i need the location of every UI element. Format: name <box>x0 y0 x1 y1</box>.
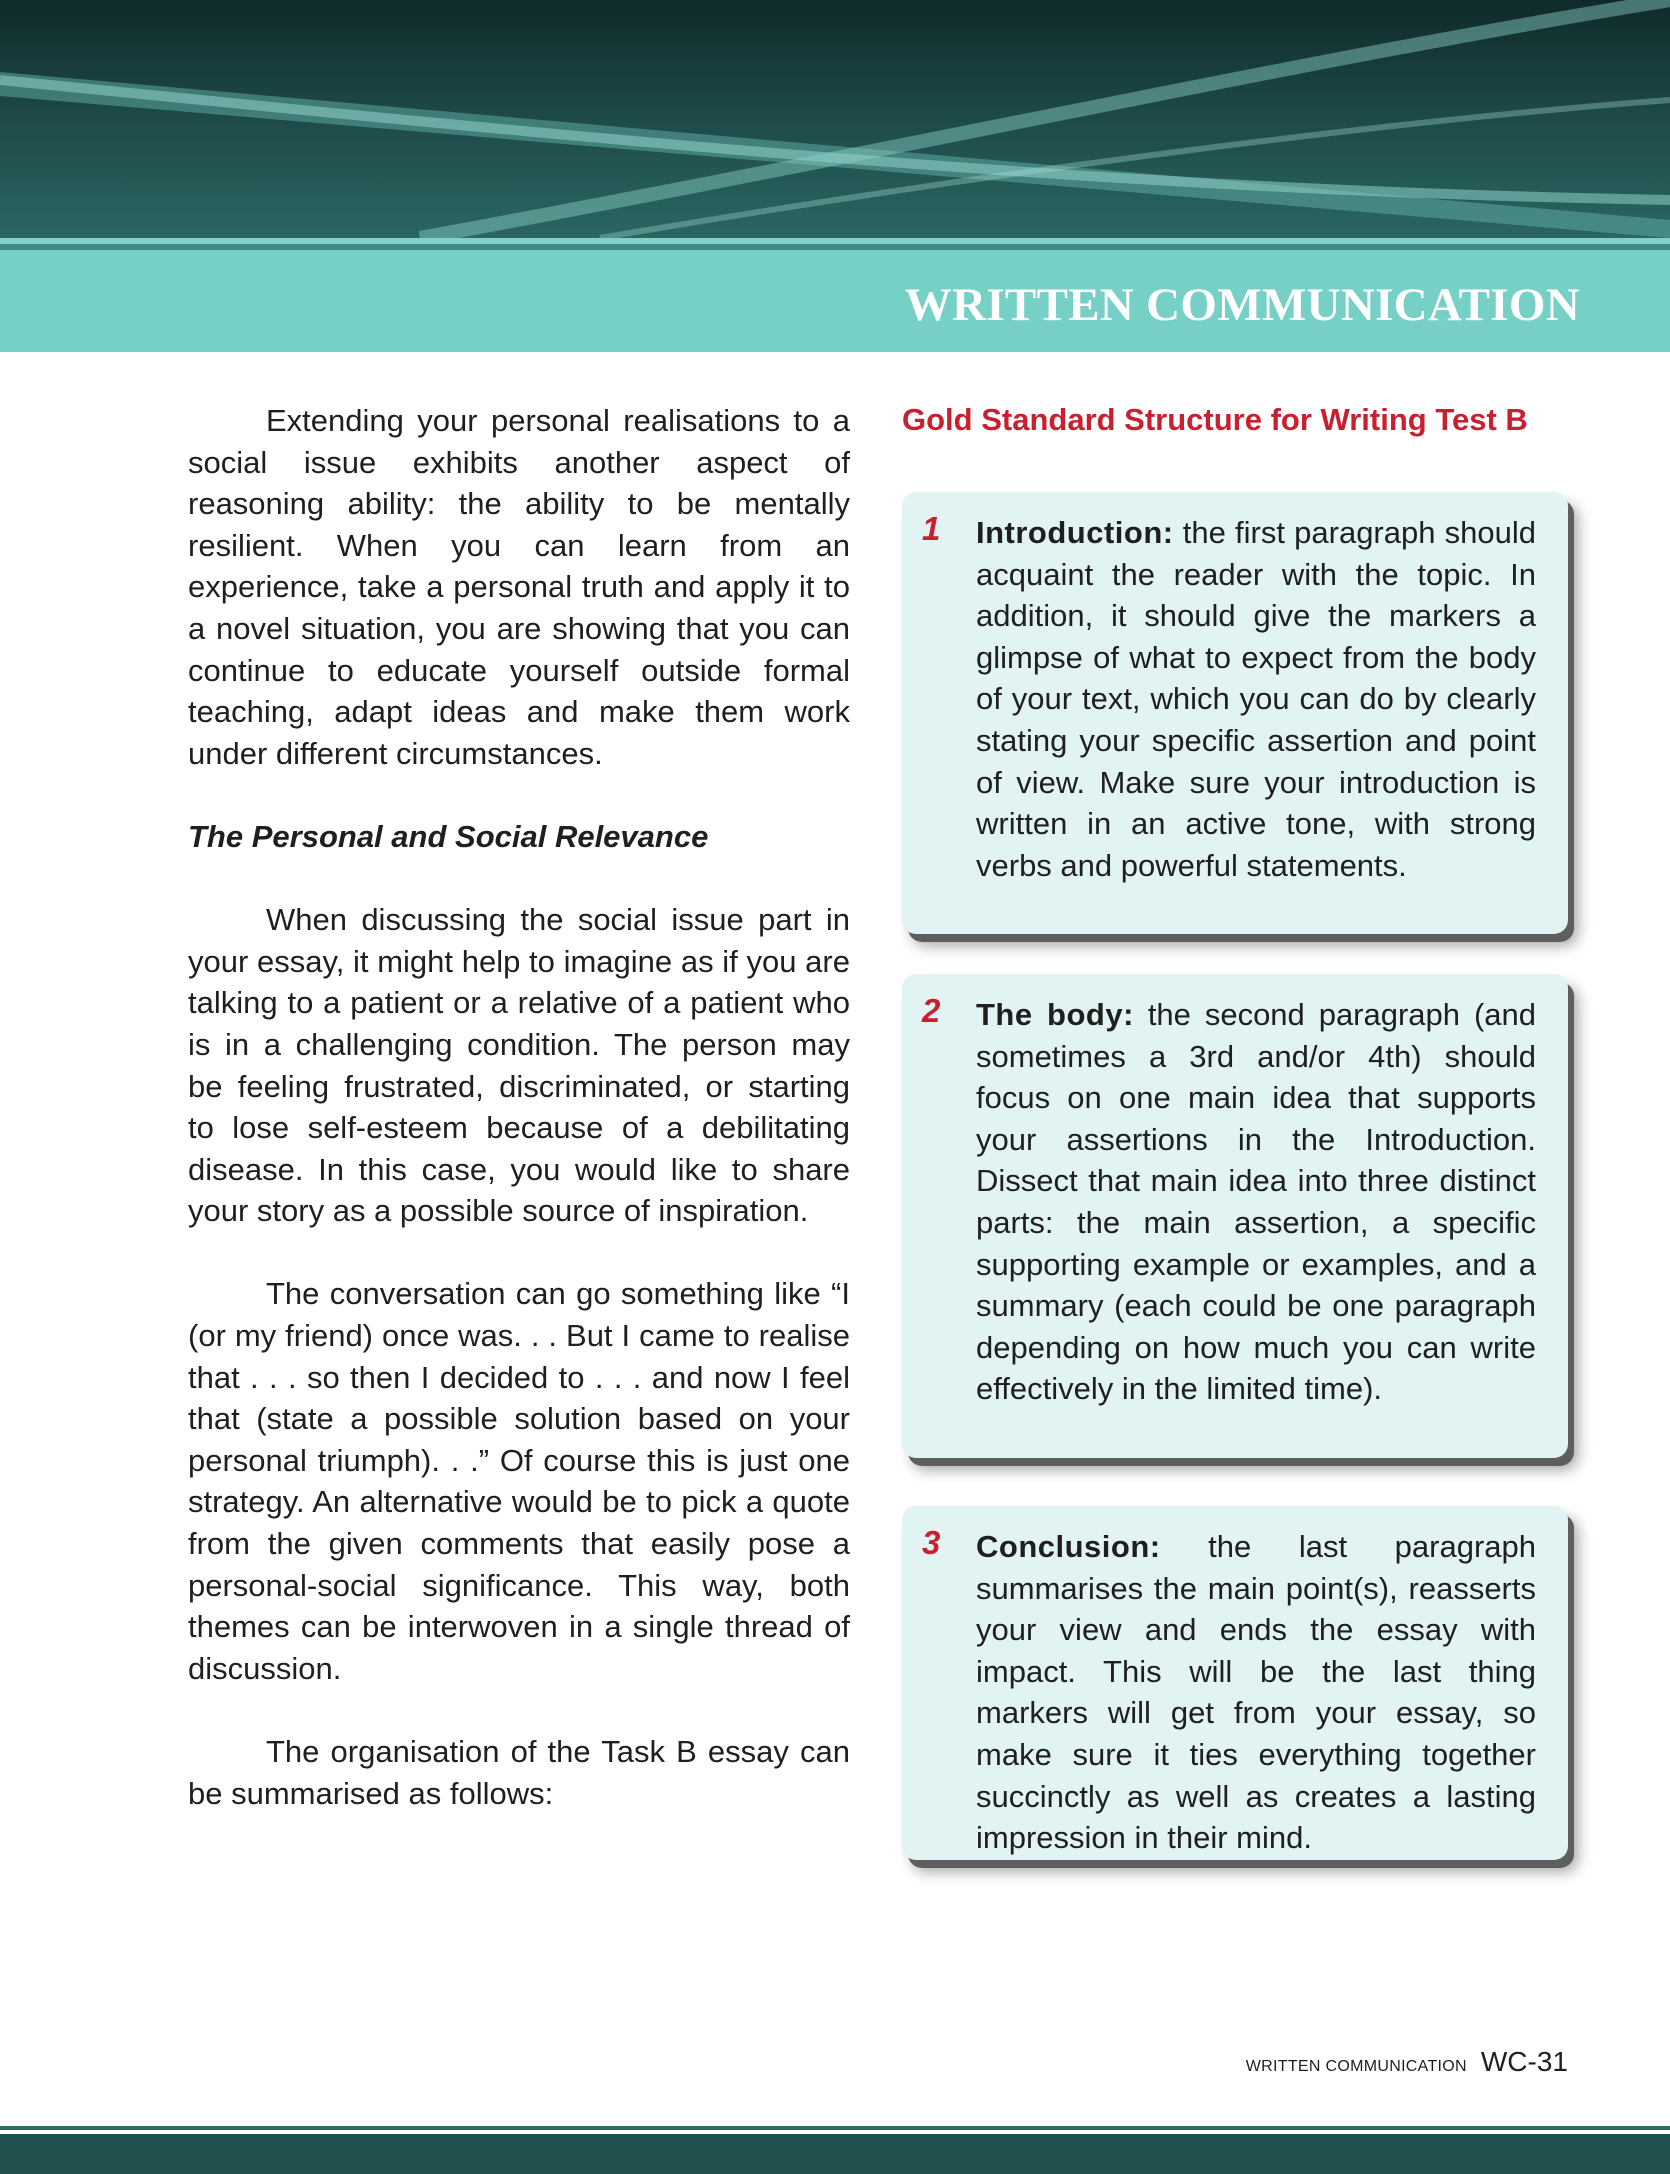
page-title: WRITTEN COMMUNICATION <box>904 279 1580 331</box>
body-paragraph-organisation: The organisation of the Task B essay can be summarised as follows: <box>188 1734 850 1811</box>
section-subheading: The Personal and Social Relevance <box>188 818 709 854</box>
card-lead-term: The body: <box>976 997 1134 1032</box>
banner-swoosh-decoration <box>0 0 1670 238</box>
footer-section-label: WRITTEN COMMUNICATION <box>1245 2058 1467 2075</box>
card-number: 1 <box>922 510 941 547</box>
header-banner <box>0 0 1670 238</box>
left-column <box>188 400 850 1856</box>
structure-card-body <box>902 974 1568 1458</box>
card-body: the first paragraph should acquaint the reader with the topic. In addition, it should give the markers a glimpse of what to expect from the body of your text, which you can do by clearly stating your specific assertion and point of view. Make sure your introduction is written in an active tone, with strong verbs and powerful statements. <box>976 515 1536 883</box>
page-number: WC-31 <box>1480 2046 1568 2077</box>
body-paragraph-conversation: The conversation can go something like “I (or my friend) once was. . . But I came to realise that . . . so then I decided to . . . and now I feel that (state a possible solution based on your personal triumph). . .” Of course this is just one strategy. An alternative would be to pick a quote from the given comments that easily pose a personal-social significance. This way, both themes can be interwoven in a single thread of discussion. <box>188 1276 850 1686</box>
body-paragraph-social-issue: When discussing the social issue part in your essay, it might help to imagine as if you are talking to a patient or a relative of a patient who is in a challenging condition. The person may be feeling frustrated, discriminated, or starting to lose self-esteem because of a debilitating disease. In this case, you would like to share your story as a possible source of inspiration. <box>188 902 850 1229</box>
card-number: 2 <box>922 992 941 1029</box>
intro-paragraph: Extending your personal realisations to a social issue exhibits another aspect of reasoning ability: the ability to be mentally resilient. When you can learn from an experience, take a personal truth and apply it to a novel situation, you are showing that you can continue to educate yourself outside formal teaching, adapt ideas and make them work under different circumstances. <box>188 403 850 771</box>
card-number: 3 <box>922 1524 941 1561</box>
footer-bar <box>0 2134 1670 2174</box>
page-footer <box>1246 2046 1568 2078</box>
structure-card-conclusion <box>902 1506 1568 1860</box>
card-lead-term: Conclusion: <box>976 1529 1161 1564</box>
structure-card-introduction <box>902 492 1568 934</box>
structure-heading: Gold Standard Structure for Writing Test B <box>902 402 1528 437</box>
card-body: the last paragraph summarises the main point(s), reasserts your view and ends the essay with impact. This will be the last thing markers will get from your essay, so make sure it ties everything together succinctly as well as creates a lasting impression in their mind. <box>976 1529 1536 1856</box>
card-text <box>976 1526 1536 1859</box>
card-text <box>976 512 1536 886</box>
card-body: the second paragraph (and sometimes a 3rd and/or 4th) should focus on one main idea that supports your assertions in the Introduction. Dissect that main idea into three distinct parts: the main assertion, a specific supporting example or examples, and a summary (each could be one paragraph depending on how much you can write effectively in the limited time). <box>976 997 1536 1407</box>
footer-divider <box>0 2126 1670 2130</box>
card-text <box>976 994 1536 1410</box>
card-lead-term: Introduction: <box>976 515 1174 550</box>
